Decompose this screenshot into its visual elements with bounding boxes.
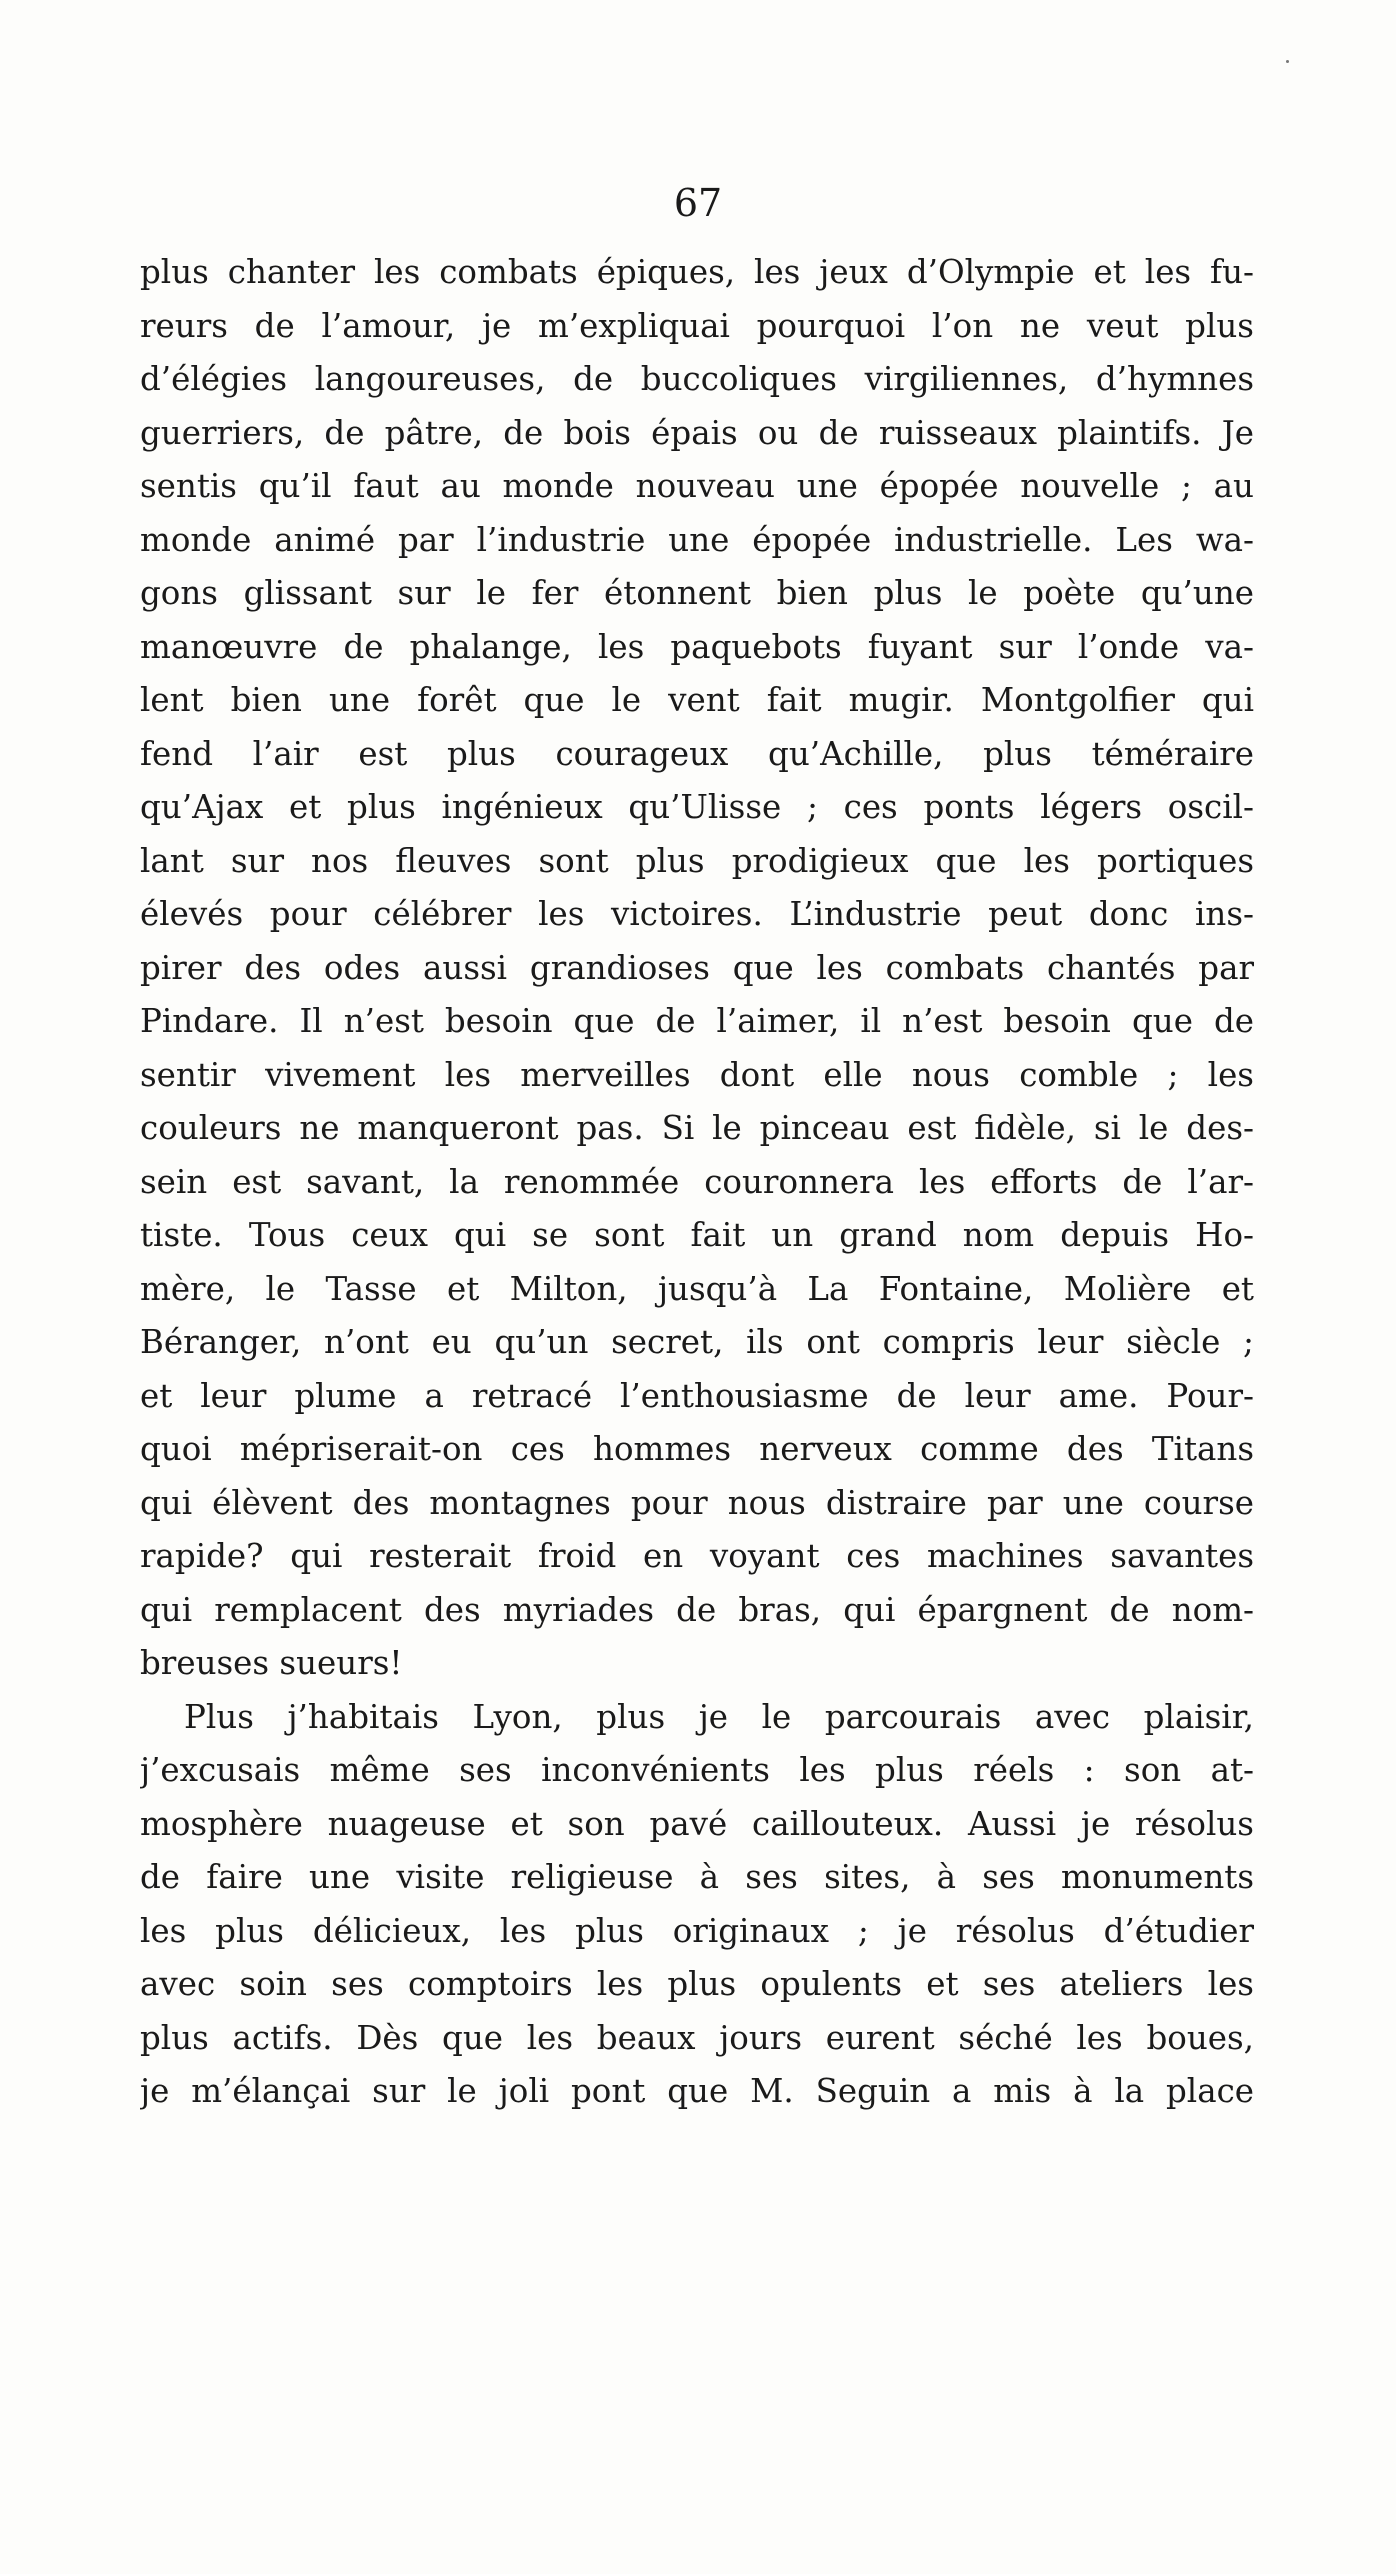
- text-line: fend l’air est plus courageux qu’Achille, plus téméraire: [140, 734, 1254, 773]
- text-line: Béranger, n’ont eu qu’un secret, ils ont compris leur siècle ;: [140, 1323, 1254, 1361]
- text-line: d’élégies langoureuses, de buccoliques virgiliennes, d’hymnes: [140, 360, 1254, 398]
- text-line: tiste. Tous ceux qui se sont fait un grand nom depuis Ho-: [140, 1216, 1254, 1254]
- text-line: qu’Ajax et plus ingénieux qu’Ulisse ; ces ponts légers oscil-: [140, 788, 1254, 826]
- text-line: lent bien une forêt que le vent fait mugir. Montgolfier qui: [140, 681, 1254, 719]
- text-line: et leur plume a retracé l’enthousiasme de leur ame. Pour-: [140, 1376, 1254, 1415]
- text-line: les plus délicieux, les plus originaux ; je résolus d’étudier: [140, 1911, 1254, 1950]
- text-line: de faire une visite religieuse à ses sites, à ses monuments: [140, 1858, 1254, 1896]
- text-line: quoi mépriserait-on ces hommes nerveux comme des Titans: [140, 1430, 1254, 1468]
- paper-speck: [1286, 60, 1289, 63]
- text-line: Plus j’habitais Lyon, plus je le parcourais avec plaisir,: [184, 1697, 1254, 1736]
- text-line: reurs de l’amour, je m’expliquai pourquoi l’on ne veut plus: [140, 306, 1254, 345]
- text-line: couleurs ne manqueront pas. Si le pinceau est fidèle, si le des-: [140, 1109, 1254, 1147]
- page-number: 67: [673, 181, 723, 225]
- text-line: guerriers, de pâtre, de bois épais ou de ruisseaux plaintifs. Je: [140, 413, 1254, 452]
- text-line: mère, le Tasse et Milton, jusqu’à La Fontaine, Molière et: [140, 1269, 1254, 1308]
- text-line: sein est savant, la renommée couronnera les efforts de l’ar-: [140, 1162, 1254, 1201]
- text-line: breuses sueurs!: [140, 1644, 403, 1682]
- text-line: manœuvre de phalange, les paquebots fuyant sur l’onde va-: [140, 627, 1254, 666]
- body-text: [140, 246, 1254, 2119]
- text-line: plus chanter les combats épiques, les jeux d’Olympie et les fu-: [140, 253, 1254, 291]
- text-line: pirer des odes aussi grandioses que les combats chantés par: [140, 948, 1254, 987]
- text-line: Pindare. Il n’est besoin que de l’aimer, il n’est besoin que de: [140, 1002, 1254, 1040]
- text-line: qui élèvent des montagnes pour nous distraire par une course: [140, 1483, 1254, 1522]
- text-line: sentis qu’il faut au monde nouveau une épopée nouvelle ; au: [140, 467, 1254, 505]
- text-line: gons glissant sur le fer étonnent bien plus le poète qu’une: [140, 574, 1254, 612]
- text-line: rapide? qui resterait froid en voyant ces machines savantes: [140, 1537, 1254, 1575]
- text-line: élevés pour célébrer les victoires. L’industrie peut donc ins-: [140, 895, 1254, 933]
- text-line: lant sur nos fleuves sont plus prodigieux que les portiques: [140, 841, 1254, 880]
- text-line: monde animé par l’industrie une épopée industrielle. Les wa-: [140, 520, 1254, 559]
- text-line: qui remplacent des myriades de bras, qui épargnent de nom-: [140, 1590, 1254, 1629]
- text-line: sentir vivement les merveilles dont elle nous comble ; les: [140, 1055, 1254, 1094]
- text-line: mosphère nuageuse et son pavé caillouteux. Aussi je résolus: [140, 1804, 1254, 1843]
- text-line: je m’élançai sur le joli pont que M. Seguin a mis à la place: [140, 2072, 1254, 2110]
- text-line: plus actifs. Dès que les beaux jours eurent séché les boues,: [140, 2018, 1254, 2057]
- text-line: j’excusais même ses inconvénients les plus réels : son at-: [140, 1751, 1254, 1789]
- text-line: avec soin ses comptoirs les plus opulents et ses ateliers les: [140, 1965, 1254, 2003]
